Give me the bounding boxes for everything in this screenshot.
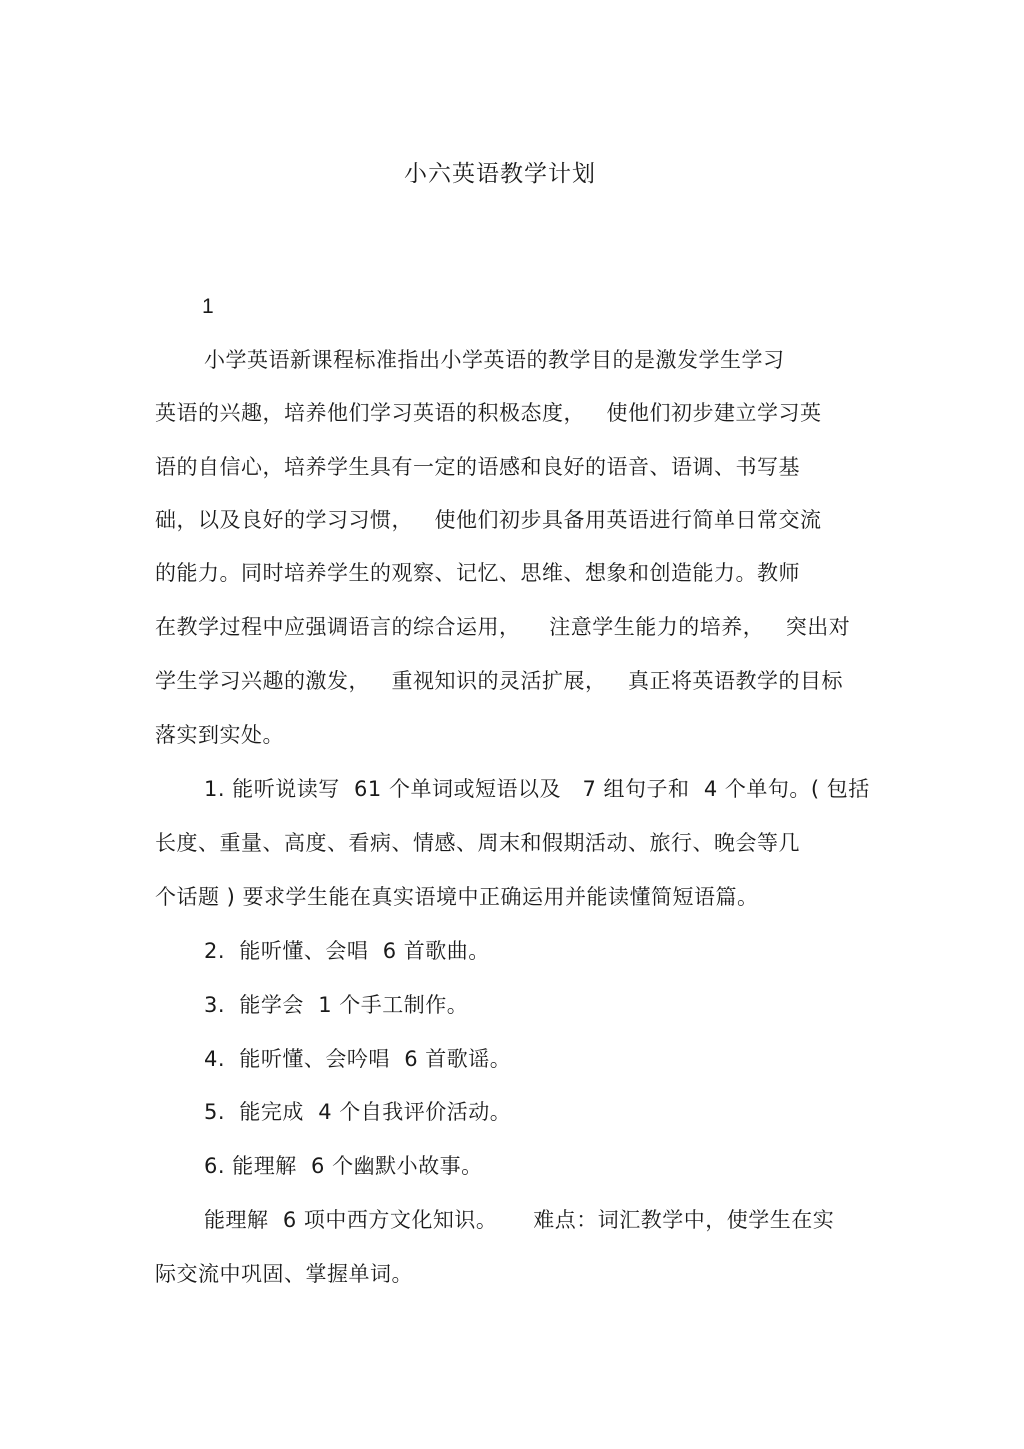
list-item-continuation: 个话题 ) 要求学生能在真实语境中正确运用并能读懂简短语篇。 [155, 885, 759, 909]
paragraph-line: 础，以及良好的学习习惯， 使他们初步具备用英语进行简单日常交流 [155, 508, 822, 532]
paragraph-line: 能理解 6 项中西方文化知识。 难点：词汇教学中，使学生在实 [204, 1208, 835, 1232]
paragraph-line: 的能力。同时培养学生的观察、记忆、思维、想象和创造能力。教师 [155, 561, 800, 585]
list-item: 6. 能理解 6 个幽默小故事。 [204, 1154, 483, 1178]
list-item: 2. 能听懂、会唱 6 首歌曲。 [204, 939, 490, 963]
document-title: 小六英语教学计划 [404, 161, 596, 187]
list-item: 5. 能完成 4 个自我评价活动。 [204, 1100, 512, 1124]
paragraph-line: 语的自信心，培养学生具有一定的语感和良好的语音、语调、书写基 [155, 455, 800, 479]
paragraph-line: 学生学习兴趣的激发， 重视知识的灵活扩展， 真正将英语教学的目标 [155, 669, 844, 693]
paragraph-line: 在教学过程中应强调语言的综合运用， 注意学生能力的培养， 突出对 [155, 615, 851, 639]
paragraph-line: 落实到实处。 [155, 723, 284, 747]
paragraph-line: 际交流中巩固、掌握单词。 [155, 1262, 413, 1286]
list-item: 1. 能听说读写 61 个单词或短语以及 7 组句子和 4 个单句。( 包括 [204, 777, 870, 801]
section-number: 1 [202, 295, 215, 318]
list-item: 3. 能学会 1 个手工制作。 [204, 993, 469, 1017]
list-item-continuation: 长度、重量、高度、看病、情感、周末和假期活动、旅行、晚会等几 [155, 831, 800, 855]
paragraph-line: 小学英语新课程标准指出小学英语的教学目的是激发学生学习 [204, 348, 785, 372]
paragraph-line: 英语的兴趣，培养他们学习英语的积极态度， 使他们初步建立学习英 [155, 401, 822, 425]
list-item: 4. 能听懂、会吟唱 6 首歌谣。 [204, 1047, 512, 1071]
